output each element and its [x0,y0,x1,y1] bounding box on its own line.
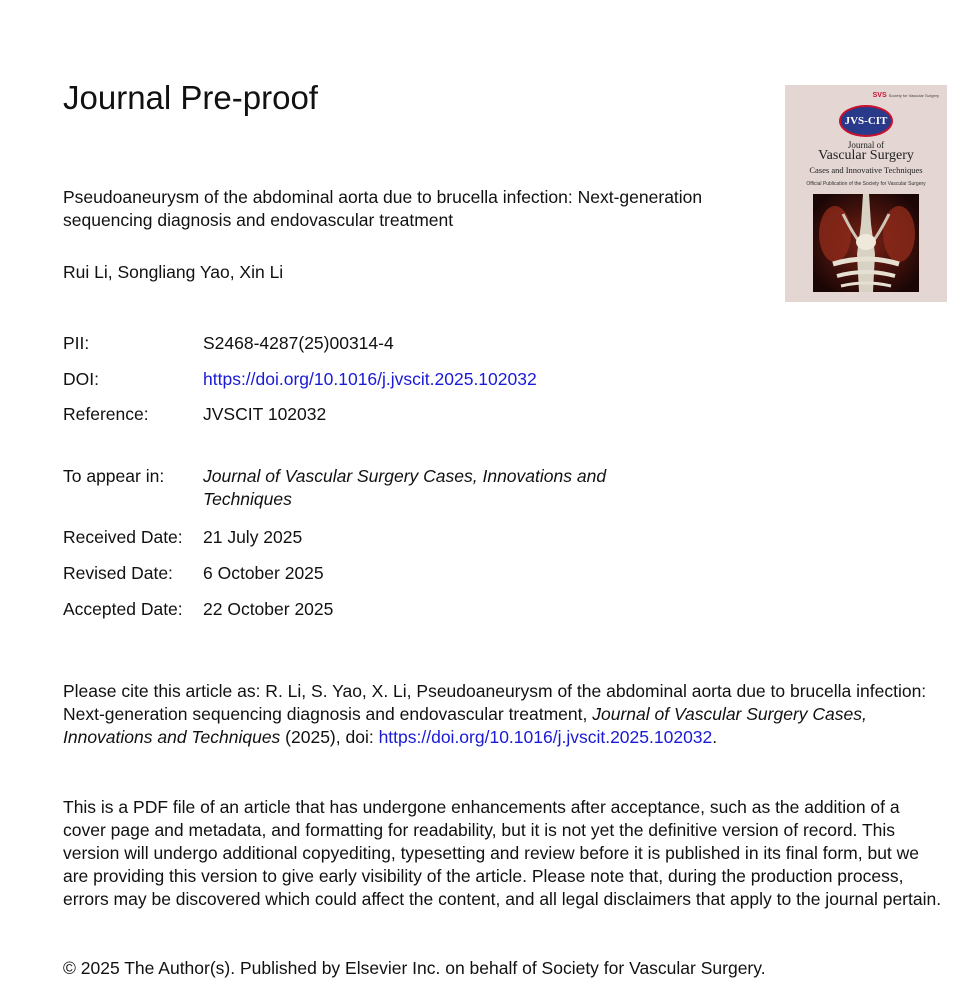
citation-paragraph [63,680,943,749]
author-list: Rui Li, Songliang Yao, Xin Li [63,262,284,282]
revised-label: Revised Date: [63,563,173,583]
citation-journal: Journal of Vascular Surgery Cases, Innovations and Techniques [63,704,867,747]
appear-label: To appear in: [63,466,165,486]
doi-link[interactable]: https://doi.org/10.1016/j.jvscit.2025.102032 [203,369,537,389]
copyright-notice: © 2025 The Author(s). Published by Elsevier Inc. on behalf of Society for Vascular Surgery. [63,958,766,978]
reference-label: Reference: [63,404,149,424]
article-title: Pseudoaneurysm of the abdominal aorta due to brucella infection: Next-generation sequencing diagnosis and endovascular treatment [63,187,703,230]
received-label: Received Date: [63,527,183,547]
ct-scan-image [813,194,919,292]
cover-subtitle: Cases and Innovative Techniques [809,165,923,175]
citation-doi-link[interactable]: https://doi.org/10.1016/j.jvscit.2025.102032 [378,727,713,747]
pii-value: S2468-4287(25)00314-4 [203,333,394,353]
cover-journal-name: Vascular Surgery [818,148,914,163]
cover-official-line: Official Publication of the Society for Vascular Surgery [806,181,926,187]
cover-journal-of: Journal of [847,140,885,150]
pii-label: PII: [63,333,90,353]
accepted-label: Accepted Date: [63,599,183,619]
appear-value: Journal of Vascular Surgery Cases, Innovations and Techniques [203,466,607,509]
cover-ct-image [813,194,919,292]
svs-logo [873,92,939,100]
page-title: Journal Pre-proof [63,79,318,116]
cover-thumbnail [785,85,947,302]
reference-value: JVSCIT 102032 [203,404,327,424]
citation-suffix: . [712,727,718,747]
doi-label: DOI: [63,369,99,389]
jvs-cit-badge: JVS-CIT [839,105,893,137]
revised-value: 6 October 2025 [203,563,324,583]
citation-middle: (2025), doi: [280,727,379,747]
received-value: 21 July 2025 [203,527,303,547]
citation-prefix: Please cite this article as: R. Li, S. Yao, X. Li, Pseudoaneurysm of the abdominal aorta due to brucella infection: Next-generation sequencing diagnosis and endovascular treatment, [63,681,927,724]
accepted-value: 22 October 2025 [203,599,334,619]
disclaimer-paragraph: This is a PDF file of an article that has undergone enhancements after acceptance, such as the addition of a cover page and metadata, and formatting for readability, but it is not yet the definitive version of record. This version will undergo additional copyediting, typesetting and review before it is published in its final form, but we are providing this version to give early visibility of the article. Please note that, during the production process, errors may be discovered which could affect the content, and all legal disclaimers that apply to the journal pertain. [63,797,942,909]
svs-text: Society for Vascular Surgery [888,93,939,98]
svs-mark: SVS [872,92,887,99]
